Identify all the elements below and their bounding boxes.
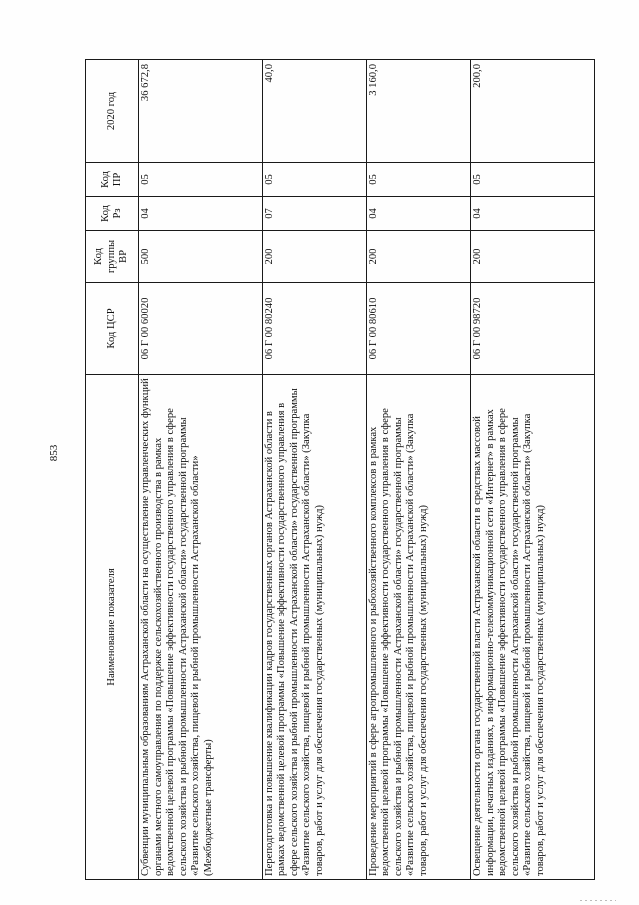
row-amount: 36 672,8 (139, 60, 263, 163)
row-vr-code: 200 (366, 231, 470, 283)
row-csr-code: 06 Г 00 80240 (262, 283, 366, 375)
row-pr-code: 05 (471, 163, 595, 197)
row-rz-code: 04 (471, 197, 595, 231)
row-pr-code: 05 (366, 163, 470, 197)
scan-speck (580, 900, 616, 901)
table-row (139, 60, 263, 880)
row-pr-code: 05 (139, 163, 263, 197)
header-rz-code: Код Рз (86, 197, 139, 231)
row-name: Освещение деятельности органа государственной власти Астраханской области в средствах массовой информации, печатных изданиях, в информационно-телекоммуникационной сети «Интернет» в рамках ведомственной целевой программы «Повышение эффективности государственного управления в сфере сельского хозяйства и рыбной промышленности Астраханской области» государственной программы «Развитие сельского хозяйства, пищевой и рыбной промышленности Астраханской области» (Закупка товаров, работ и услуг для обеспечения государственных (муниципальных) нужд) (471, 375, 595, 880)
row-name: Субвенции муниципальным образованиям Астраханской области на осуществление управленческих функций органами местного самоуправления по поддержке сельскохозяйственного производства в рамках ведомственной целевой программы «Повышение эффективности государственного управления в сфере сельского хозяйства и рыбной промышленности Астраханской области» государственной программы «Развитие сельского хозяйства, пищевой и рыбной промышленности Астраханской области» (Межбюджетные трансферты) (139, 375, 263, 880)
row-pr-code: 05 (262, 163, 366, 197)
row-amount: 40,0 (262, 60, 366, 163)
row-rz-code: 04 (139, 197, 263, 231)
row-csr-code: 06 Г 00 60020 (139, 283, 263, 375)
row-amount: 3 160,0 (366, 60, 470, 163)
row-vr-code: 500 (139, 231, 263, 283)
header-row (86, 60, 139, 880)
header-csr-code: Код ЦСР (86, 283, 139, 375)
row-csr-code: 06 Г 00 80610 (366, 283, 470, 375)
table-row (471, 60, 595, 880)
row-amount: 200,0 (471, 60, 595, 163)
table-header (86, 60, 139, 880)
header-name: Наименование показателя (86, 375, 139, 880)
row-vr-code: 200 (262, 231, 366, 283)
budget-table (85, 59, 595, 880)
header-pr-code: Код ПР (86, 163, 139, 197)
table-row (366, 60, 470, 880)
header-vr-group-code: Код группы ВР (86, 231, 139, 283)
row-name: Проведение мероприятий в сфере агропромышленного и рыбохозяйственного комплексов в рамках ведомственной целевой программы «Повышение эффективности государственного управления в сфере сельского хозяйства и рыбной промышленности Астраханской области» государственной программы «Развитие сельского хозяйства, пищевой и рыбной промышленности Астраханской области» (Закупка товаров, работ и услуг для обеспечения государственных (муниципальных) нужд) (366, 375, 470, 880)
row-vr-code: 200 (471, 231, 595, 283)
table-body (139, 60, 595, 880)
row-rz-code: 07 (262, 197, 366, 231)
row-csr-code: 06 Г 00 98720 (471, 283, 595, 375)
header-year-2020: 2020 год (86, 60, 139, 163)
row-name: Переподготовка и повышение квалификации кадров государственных органов Астраханской области в рамках ведомственной целевой программы «Повышение эффективности государственного управления в сфере сельского хозяйства и рыбной промышленности Астраханской области» государственной программы «Развитие сельского хозяйства, пищевой и рыбной промышленности Астраханской области» (Закупка товаров, работ и услуг для обеспечения государственных (муниципальных) нужд) (262, 375, 366, 880)
row-rz-code: 04 (366, 197, 470, 231)
table-row (262, 60, 366, 880)
rotated-page-content (85, 60, 595, 880)
page-number: 853 (48, 444, 60, 462)
